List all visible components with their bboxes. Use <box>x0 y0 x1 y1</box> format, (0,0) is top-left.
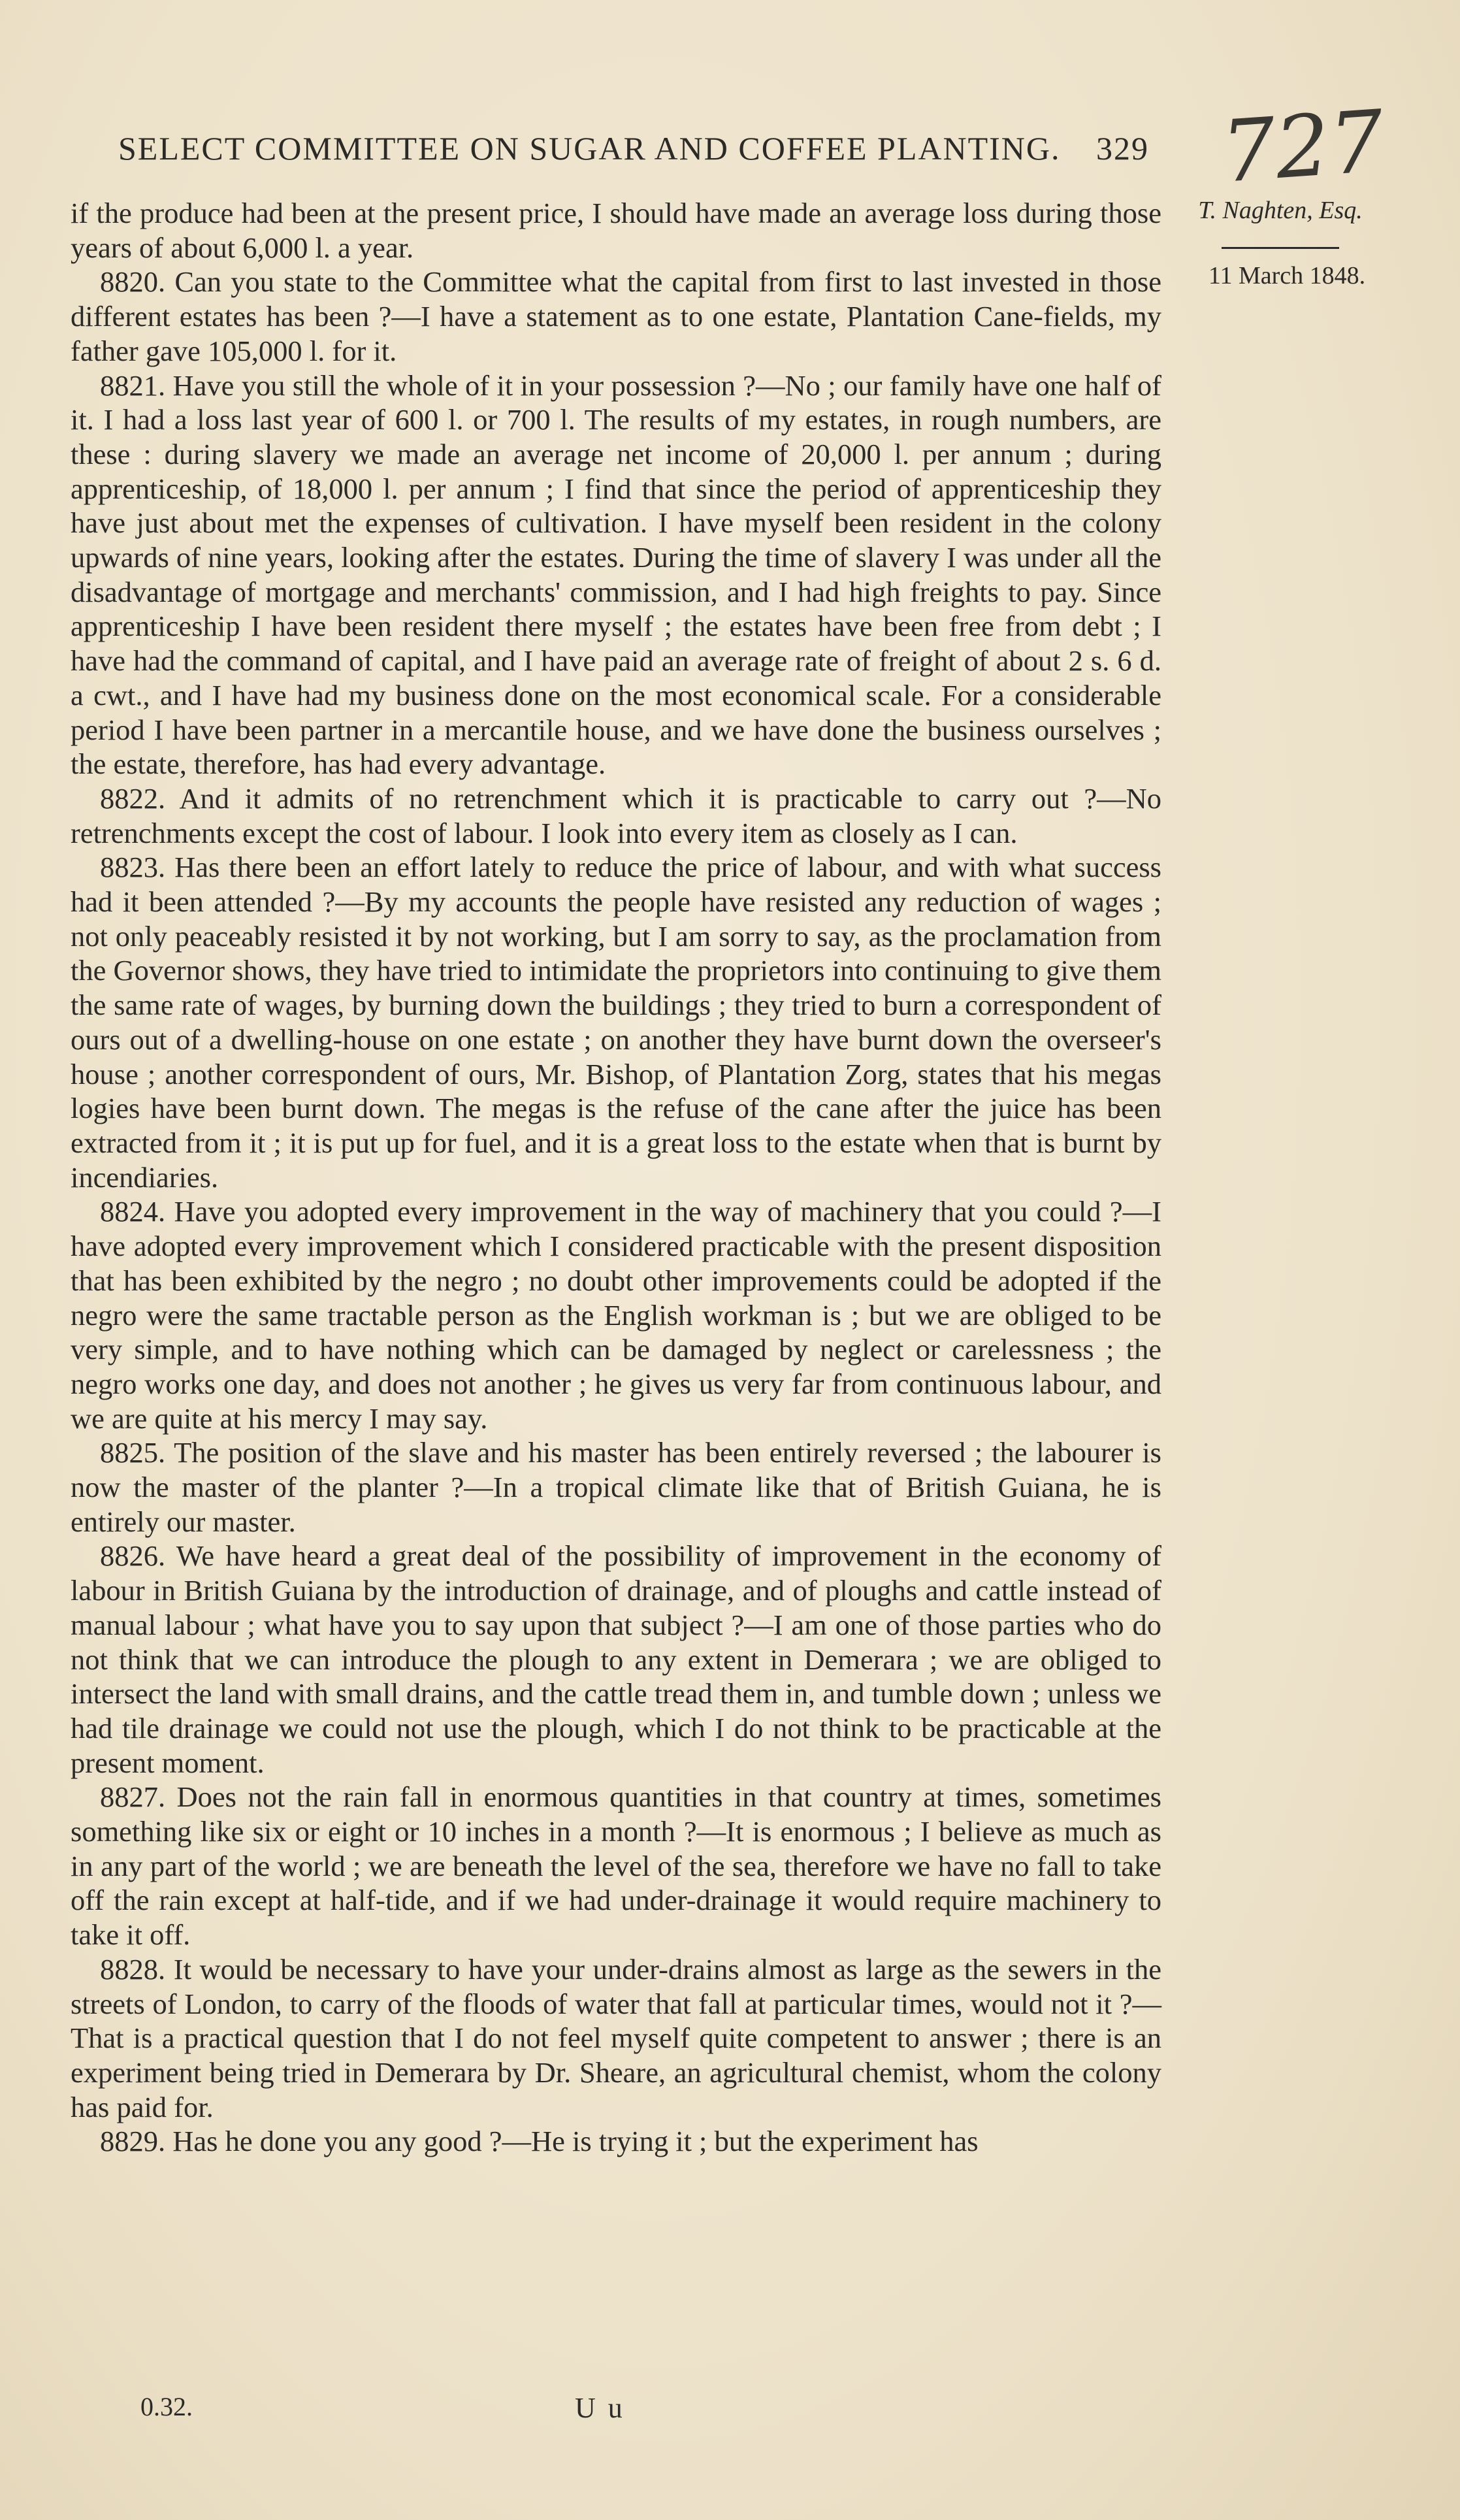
margin-witness-name: T. Naghten, Esq. <box>1198 197 1363 224</box>
paragraph-8828: 8828. It would be necessary to have your under-drains almost as large as the sewers in the streets of London, to carry of the floods of water that fall at particular times, would not it ?—That is a practical question that I do not feel myself quite competent to answer ; there is an experiment being tried in Demerara by Dr. Sheare, an agricultural chemist, whom the colony has paid for. <box>71 1952 1161 2123</box>
paragraph-8824: 8824. Have you adopted every improvement in the way of machinery that you could ?—I have adopted every improvement which I considered practicable with the present disposition that has been exhibited by the negro ; no doubt other improvements could be adopted if the negro were the same tractable person as the English workman is ; but we are obliged to be very simple, and to have nothing which can be damaged by neglect or carelessness ; the negro works one day, and does not another ; he gives us very far from continuous labour, and we are quite at his mercy I may say. <box>71 1195 1161 1435</box>
margin-date: 11 March 1848. <box>1208 262 1366 289</box>
paragraph-8823: 8823. Has there been an effort lately to reduce the price of labour, and with what success had it been attended ?—By my accounts the people have resisted any reduction of wages ; not only peaceably resisted it by not working, but I am sorry to say, as the proclamation from the Governor shows, they have tried to intimidate the proprietors into continuing to give them the same rate of wages, by burning down the buildings ; they tried to burn a correspondent of ours out of a dwelling-house on one estate ; on another they have burnt down the overseer's house ; another correspondent of ours, Mr. Bishop, of Plantation Zorg, states that his megas logies have been burnt down. The megas is the refuse of the cane after the juice has been extracted from it ; it is put up for fuel, and it is a great loss to the estate when that is burnt by incendiaries. <box>71 851 1161 1194</box>
handwritten-folio-number: 727 <box>1218 91 1387 202</box>
paragraph-continuation: if the produce had been at the present price, I should have made an average loss during those years of about 6,000 l. a year. <box>71 197 1161 264</box>
testimony-body <box>71 196 1161 2159</box>
signature-mark: U u <box>575 2392 625 2424</box>
paragraph-8829: 8829. Has he done you any good ?—He is trying it ; but the experiment has <box>100 2125 979 2158</box>
paragraph-8826: 8826. We have heard a great deal of the possibility of improvement in the economy of labour in British Guiana by the introduction of drainage, and of ploughs and cattle instead of manual labour ; what have you to say upon that subject ?—I am one of those parties who do not think that we can introduce the plough to any extent in Demerara ; we are obliged to intersect the land with small drains, and the cattle tread them in, and tumble down ; unless we had tile drainage we could not use the plough, which I do not think to be practicable at the present moment. <box>71 1539 1161 1779</box>
sessional-number: 0.32. <box>140 2392 193 2421</box>
paragraph-8822: 8822. And it admits of no retrenchment which it is practicable to carry out ?—No retrenchments except the cost of labour. I look into every item as closely as I can. <box>71 781 1161 849</box>
paragraph-8825: 8825. The position of the slave and his master has been entirely reversed ; the labourer is now the master of the planter ?—In a tropical climate like that of British Guiana, he is entirely our master. <box>71 1436 1161 1538</box>
paragraph-8827: 8827. Does not the rain fall in enormous quantities in that country at times, sometimes something like six or eight or 10 inches in a month ?—It is enormous ; I believe as much as in any part of the world ; we are beneath the level of the sea, therefore we have no fall to take off the rain except at half-tide, and if we had under-drainage it would require machinery to take it off. <box>71 1780 1161 1952</box>
running-head <box>98 129 1169 167</box>
paragraph-8820: 8820. Can you state to the Committee what the capital from first to last invested in those different estates has been ?—I have a statement as to one estate, Plantation Cane-fields, my father gave 105,000 l. for it. <box>71 265 1161 367</box>
paragraph-8821: 8821. Have you still the whole of it in your possession ?—No ; our family have one half of it. I had a loss last year of 600 l. or 700 l. The results of my estates, in rough numbers, are these : during slavery we made an average net income of 20,000 l. per annum ; during apprenticeship, of 18,000 l. per annum ; I find that since the period of apprenticeship they have just about met the expenses of cultivation. I have myself been resident in the colony upwards of nine years, looking after the estates. During the time of slavery I was under all the disadvantage of mortgage and merchants' commission, and I had high freights to pay. Since apprenticeship I have been resident there myself ; the estates have been free from debt ; I have had the command of capital, and I have paid an average rate of freight of about 2 s. 6 d. a cwt., and I have had my business done on the most economical scale. For a considerable period I have been partner in a mercantile house, and we have done the business ourselves ; the estate, therefore, has had every advantage. <box>71 368 1161 781</box>
running-head-title: SELECT COMMITTEE ON SUGAR AND COFFEE PLANTING. <box>118 130 1061 167</box>
page-number: 329 <box>1096 130 1149 167</box>
margin-rule-divider <box>1222 247 1339 249</box>
